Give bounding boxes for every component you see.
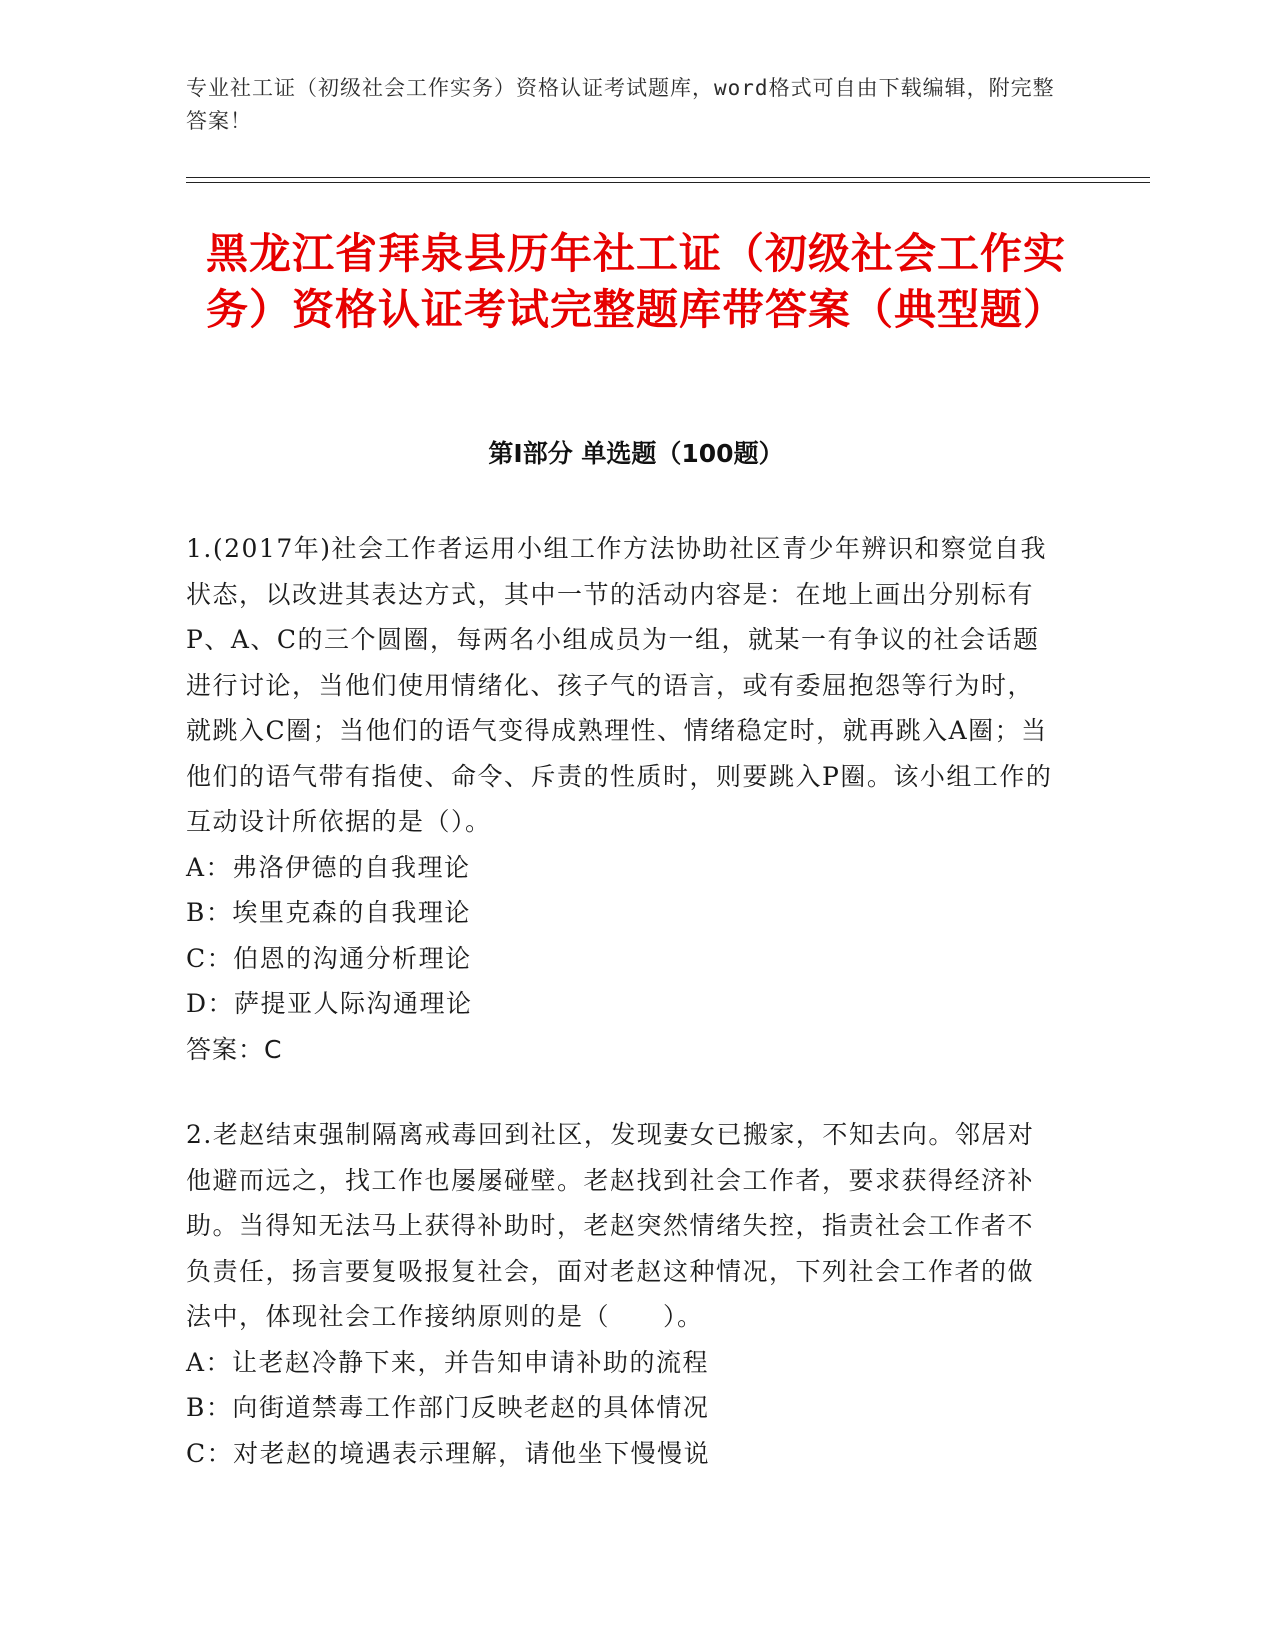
answer: 答案：C (186, 1034, 283, 1064)
option-a: A：弗洛伊德的自我理论 (186, 852, 471, 882)
header-divider-bottom (186, 182, 1150, 183)
header-note: 专业社工证（初级社会工作实务）资格认证考试题库，word格式可自由下载编辑，附完整答案！ (186, 76, 1055, 133)
option-d: D：萨提亚人际沟通理论 (186, 989, 473, 1018)
question-stem: 1.(2017年)社会工作者运用小组工作方法协助社区青少年辨识和察觉自我状态，以改进其表达方式，其中一节的活动内容是：在地上画出分别标有P、A、C的三个圆圈，每两名小组成员为一组，就某一有争议的社会话题进行讨论，当他们使用情绪化、孩子气的语言，或有委屈抱怨等行为时，就跳入C圈；当他们的语气变得成熟理性、情绪稳定时，就再跳入A圈；当他们的语气带有指使、命令、斥责的性质时，则要跳入P圈。该小组工作的互动设计所依据的是（）。 (186, 534, 1053, 836)
option-b: B：向街道禁毒工作部门反映老赵的具体情况 (186, 1393, 710, 1422)
option-c: C：伯恩的沟通分析理论 (186, 943, 472, 973)
option-b: B：埃里克森的自我理论 (186, 898, 471, 927)
section-title: 第Ⅰ部分 单选题（100题） (488, 439, 784, 468)
question-2 (186, 1112, 1056, 1476)
document-title: 黑龙江省拜泉县历年社工证（初级社会工作实务）资格认证考试完整题库带答案（典型题） (205, 229, 1066, 334)
question-stem: 2.老赵结束强制隔离戒毒回到社区，发现妻女已搬家，不知去向。邻居对他避而远之，找工作也屡屡碰壁。老赵找到社会工作者，要求获得经济补助。当得知无法马上获得补助时，老赵突然情绪失控，指责社会工作者不负责任，扬言要复吸报复社会，面对老赵这种情况，下列社会工作者的做法中，体现社会工作接纳原则的是（ ）。 (186, 1120, 1035, 1331)
question-1 (186, 526, 1056, 1072)
header-divider-top (186, 177, 1150, 178)
option-c: C：对老赵的境遇表示理解，请他坐下慢慢说 (186, 1438, 711, 1468)
option-a: A：让老赵冷静下来，并告知申请补助的流程 (186, 1347, 710, 1377)
